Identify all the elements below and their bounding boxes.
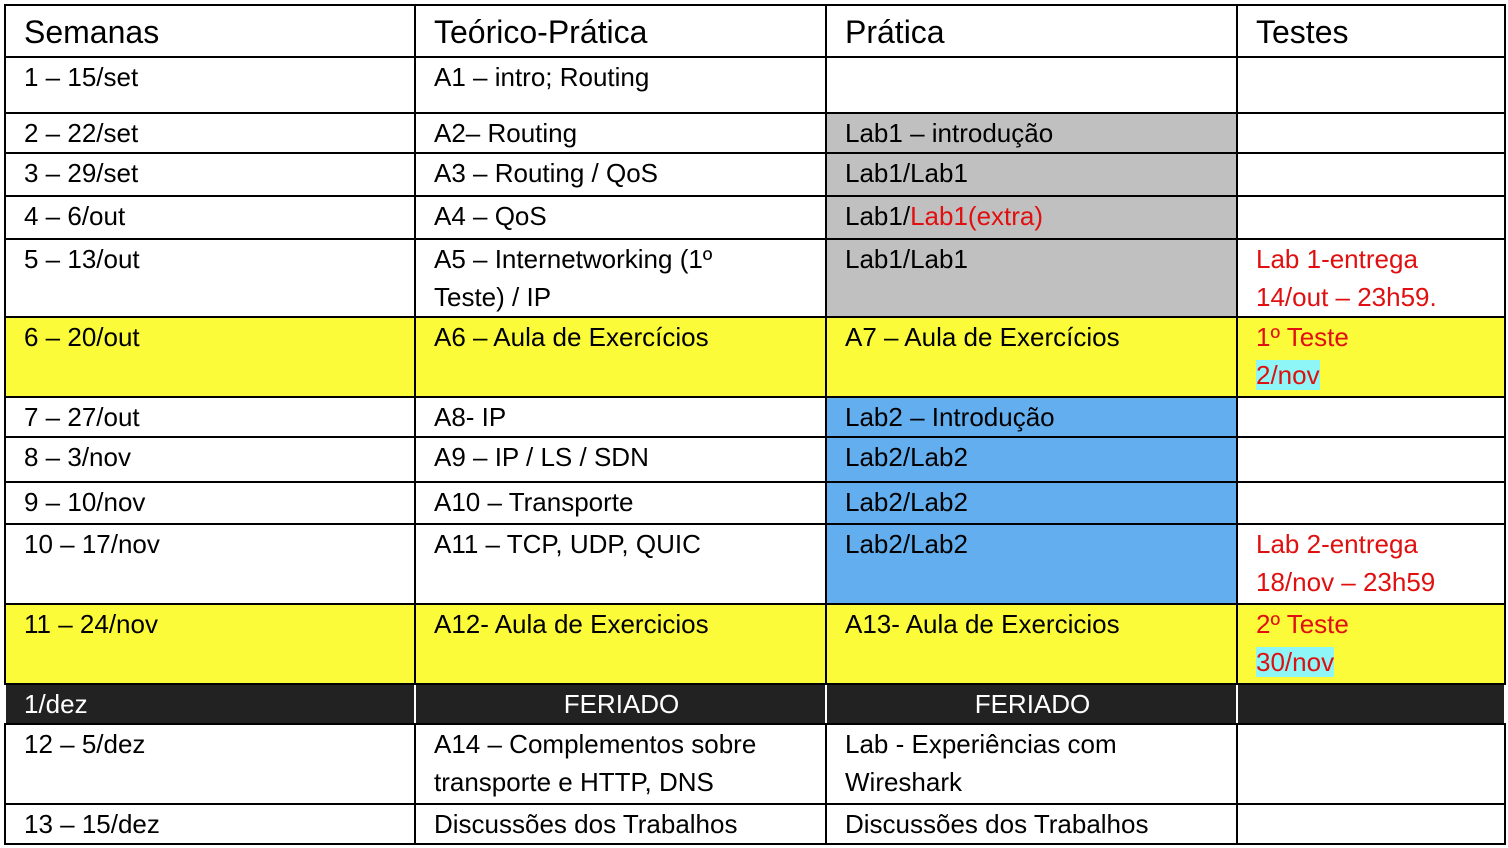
table-row <box>5 196 1505 239</box>
table-row <box>5 482 1505 524</box>
theory-practice-cell: A1 – intro; Routing <box>415 57 826 113</box>
practice-cell: Lab2/Lab2 <box>826 524 1237 604</box>
table-row <box>5 57 1505 113</box>
week-cell: 1/dez <box>5 684 415 724</box>
week-cell: 8 – 3/nov <box>5 437 415 482</box>
tp-line: transporte e HTTP, DNS <box>434 767 714 797</box>
week-cell: 6 – 20/out <box>5 317 415 397</box>
week-cell: 1 – 15/set <box>5 57 415 113</box>
theory-practice-cell <box>415 724 826 804</box>
tests-cell <box>1237 153 1505 196</box>
holiday-row <box>5 684 1505 724</box>
week-cell: 13 – 15/dez <box>5 804 415 844</box>
practice-cell <box>826 57 1237 113</box>
table-row <box>5 113 1505 153</box>
test-line: 2º Teste <box>1256 609 1349 639</box>
table-row <box>5 239 1505 317</box>
schedule-table <box>4 4 1506 845</box>
theory-practice-cell <box>415 239 826 317</box>
header-theory-practice: Teórico-Prática <box>415 5 826 57</box>
test-line: 18/nov – 23h59 <box>1256 567 1436 597</box>
test-date-highlight: 30/nov <box>1256 647 1335 677</box>
header-practice: Prática <box>826 5 1237 57</box>
table-row <box>5 317 1505 397</box>
header-weeks: Semanas <box>5 5 415 57</box>
tests-cell <box>1237 113 1505 153</box>
week-cell: 2 – 22/set <box>5 113 415 153</box>
test-line: Lab 2-entrega <box>1256 529 1418 559</box>
tests-cell <box>1237 317 1505 397</box>
theory-practice-cell: Discussões dos Trabalhos <box>415 804 826 844</box>
week-cell: 7 – 27/out <box>5 397 415 437</box>
table-row <box>5 604 1505 684</box>
holiday-label: FERIADO <box>826 684 1237 724</box>
theory-practice-cell: A10 – Transporte <box>415 482 826 524</box>
week-cell: 5 – 13/out <box>5 239 415 317</box>
holiday-label: FERIADO <box>415 684 826 724</box>
table-header-row <box>5 5 1505 57</box>
theory-practice-cell: A3 – Routing / QoS <box>415 153 826 196</box>
practice-cell: Lab2/Lab2 <box>826 482 1237 524</box>
theory-practice-cell: A8- IP <box>415 397 826 437</box>
tests-cell <box>1237 57 1505 113</box>
table-row <box>5 524 1505 604</box>
tests-cell <box>1237 524 1505 604</box>
practice-cell: Discussões dos Trabalhos <box>826 804 1237 844</box>
tests-cell <box>1237 397 1505 437</box>
practice-cell <box>826 724 1237 804</box>
theory-practice-cell: A11 – TCP, UDP, QUIC <box>415 524 826 604</box>
practice-cell <box>826 196 1237 239</box>
theory-practice-cell: A2– Routing <box>415 113 826 153</box>
practice-cell: Lab1/Lab1 <box>826 239 1237 317</box>
practice-cell: A13- Aula de Exercicios <box>826 604 1237 684</box>
practice-cell: Lab1 – introdução <box>826 113 1237 153</box>
practice-cell: Lab2/Lab2 <box>826 437 1237 482</box>
tests-cell <box>1237 239 1505 317</box>
table-row <box>5 437 1505 482</box>
tp-line: A5 – Internetworking (1º <box>434 244 713 274</box>
test-line: 1º Teste <box>1256 322 1349 352</box>
tp-line: A14 – Complementos sobre <box>434 729 757 759</box>
tests-cell <box>1237 804 1505 844</box>
table-row <box>5 724 1505 804</box>
test-line: Lab 1-entrega <box>1256 244 1418 274</box>
theory-practice-cell: A4 – QoS <box>415 196 826 239</box>
week-cell: 10 – 17/nov <box>5 524 415 604</box>
table-row <box>5 397 1505 437</box>
p-line: Wireshark <box>845 767 963 797</box>
tests-cell <box>1237 482 1505 524</box>
practice-cell: Lab1/Lab1 <box>826 153 1237 196</box>
theory-practice-cell: A12- Aula de Exercicios <box>415 604 826 684</box>
test-date-highlight: 2/nov <box>1256 360 1320 390</box>
tests-cell <box>1237 724 1505 804</box>
tests-cell <box>1237 437 1505 482</box>
practice-extra: Lab1(extra) <box>910 201 1044 231</box>
week-cell: 12 – 5/dez <box>5 724 415 804</box>
practice-cell: A7 – Aula de Exercícios <box>826 317 1237 397</box>
week-cell: 4 – 6/out <box>5 196 415 239</box>
week-cell: 11 – 24/nov <box>5 604 415 684</box>
header-tests: Testes <box>1237 5 1505 57</box>
test-line: 14/out – 23h59. <box>1256 282 1437 312</box>
week-cell: 3 – 29/set <box>5 153 415 196</box>
table-row <box>5 153 1505 196</box>
tests-cell <box>1237 604 1505 684</box>
table-row <box>5 804 1505 844</box>
tests-cell <box>1237 196 1505 239</box>
theory-practice-cell: A6 – Aula de Exercícios <box>415 317 826 397</box>
p-line: Lab - Experiências com <box>845 729 1117 759</box>
tests-cell <box>1237 684 1505 724</box>
practice-prefix: Lab1/ <box>845 201 911 231</box>
practice-cell: Lab2 – Introdução <box>826 397 1237 437</box>
tp-line: Teste) / IP <box>434 282 552 312</box>
theory-practice-cell: A9 – IP / LS / SDN <box>415 437 826 482</box>
week-cell: 9 – 10/nov <box>5 482 415 524</box>
